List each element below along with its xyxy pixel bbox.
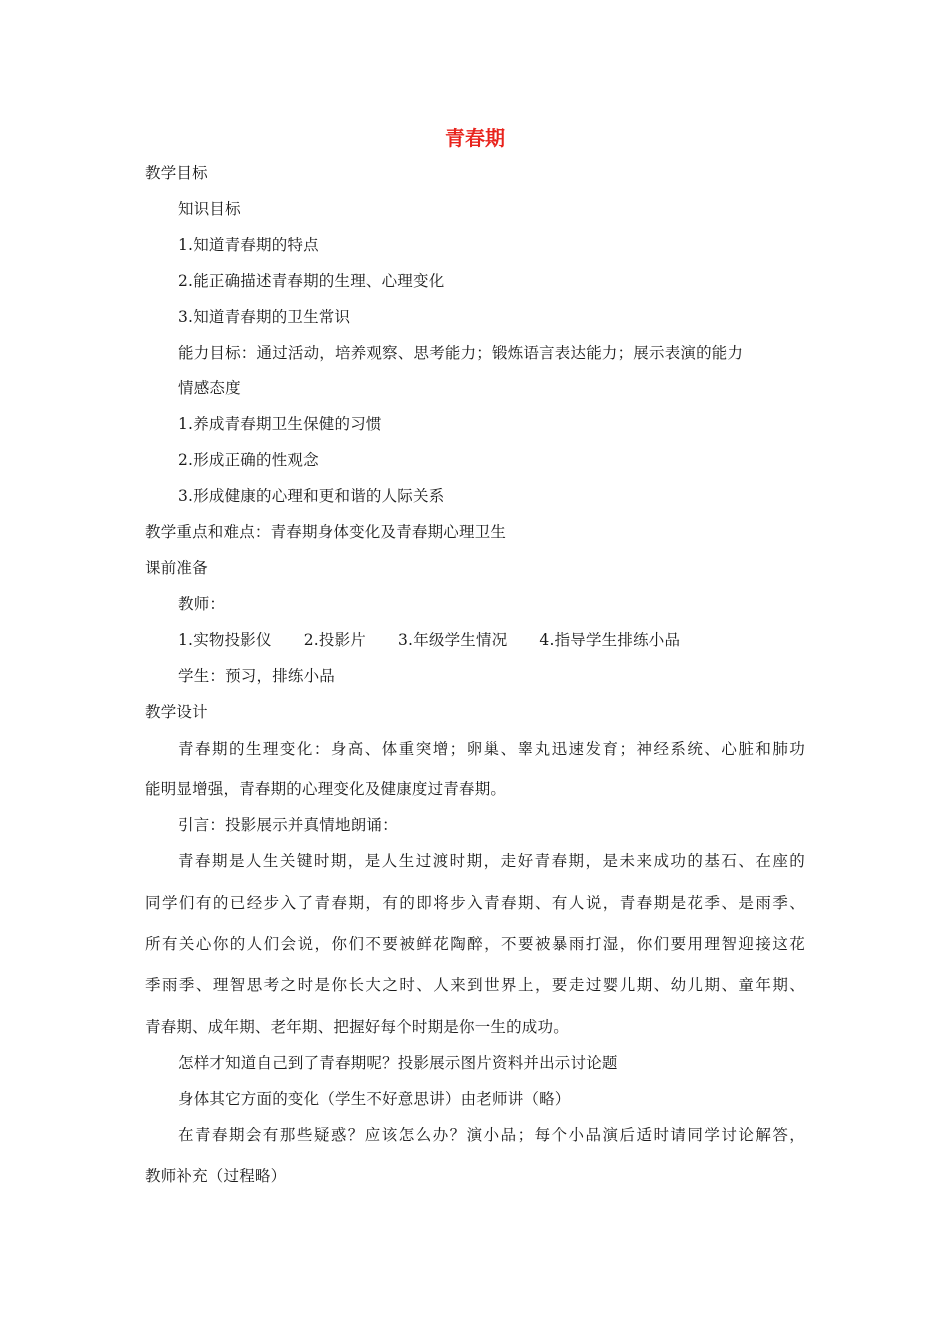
paragraph-line: 在青春期会有那些疑惑？应该怎么办？演小品；每个小品演后适时请同学讨论解答， — [178, 1126, 805, 1144]
knowledge-heading: 知识目标 — [178, 200, 241, 218]
paragraph-line: 教师补充（过程略） — [145, 1167, 287, 1185]
paragraph-line: 怎样才知道自己到了青春期呢？投影展示图片资料并出示讨论题 — [178, 1054, 618, 1072]
knowledge-item: 2.能正确描述青春期的生理、心理变化 — [178, 272, 445, 290]
section-heading-preparation: 课前准备 — [145, 559, 208, 577]
paragraph-line: 青春期的生理变化：身高、体重突增；卵巢、睾丸迅速发育；神经系统、心脏和肺功 — [178, 740, 805, 758]
ability-objective: 能力目标：通过活动，培养观察、思考能力；锻炼语言表达能力；展示表演的能力 — [178, 344, 744, 362]
teacher-label: 教师： — [178, 595, 226, 613]
key-points: 教学重点和难点：青春期身体变化及青春期心理卫生 — [145, 523, 507, 541]
paragraph-line: 青春期、成年期、老年期、把握好每个时期是你一生的成功。 — [145, 1018, 569, 1036]
paragraph-line: 身体其它方面的变化（学生不好意思讲）由老师讲（略） — [178, 1090, 571, 1108]
teacher-item: 1.实物投影仪 — [178, 631, 272, 649]
paragraph-line: 同学们有的已经步入了青春期，有的即将步入青春期、有人说，青春期是花季、是雨季、 — [145, 894, 805, 912]
section-heading-objectives: 教学目标 — [145, 164, 208, 182]
student-prep: 学生：预习，排练小品 — [178, 667, 336, 685]
intro-line: 引言：投影展示并真情地朗诵： — [178, 816, 398, 834]
document-title: 青春期 — [445, 126, 505, 150]
knowledge-item: 1.知道青春期的特点 — [178, 236, 319, 254]
paragraph-line: 所有关心你的人们会说，你们不要被鲜花陶醉，不要被暴雨打湿，你们要用理智迎接这花 — [145, 935, 805, 953]
teacher-item: 4.指导学生排练小品 — [539, 631, 681, 649]
teacher-item: 2.投影片 — [303, 631, 366, 649]
teacher-item: 3.年级学生情况 — [398, 631, 508, 649]
emotion-heading: 情感态度 — [178, 379, 241, 397]
paragraph-line: 能明显增强，青春期的心理变化及健康度过青春期。 — [145, 780, 507, 798]
emotion-item: 2.形成正确的性观念 — [178, 451, 319, 469]
paragraph-line: 青春期是人生关键时期，是人生过渡时期，走好青春期，是未来成功的基石、在座的 — [178, 852, 805, 870]
teacher-items — [178, 630, 680, 650]
section-heading-design: 教学设计 — [145, 703, 208, 721]
paragraph-line: 季雨季、理智思考之时是你长大之时、人来到世界上，要走过婴儿期、幼儿期、童年期、 — [145, 976, 805, 994]
emotion-item: 3.形成健康的心理和更和谐的人际关系 — [178, 487, 445, 505]
knowledge-item: 3.知道青春期的卫生常识 — [178, 308, 351, 326]
emotion-item: 1.养成青春期卫生保健的习惯 — [178, 415, 382, 433]
